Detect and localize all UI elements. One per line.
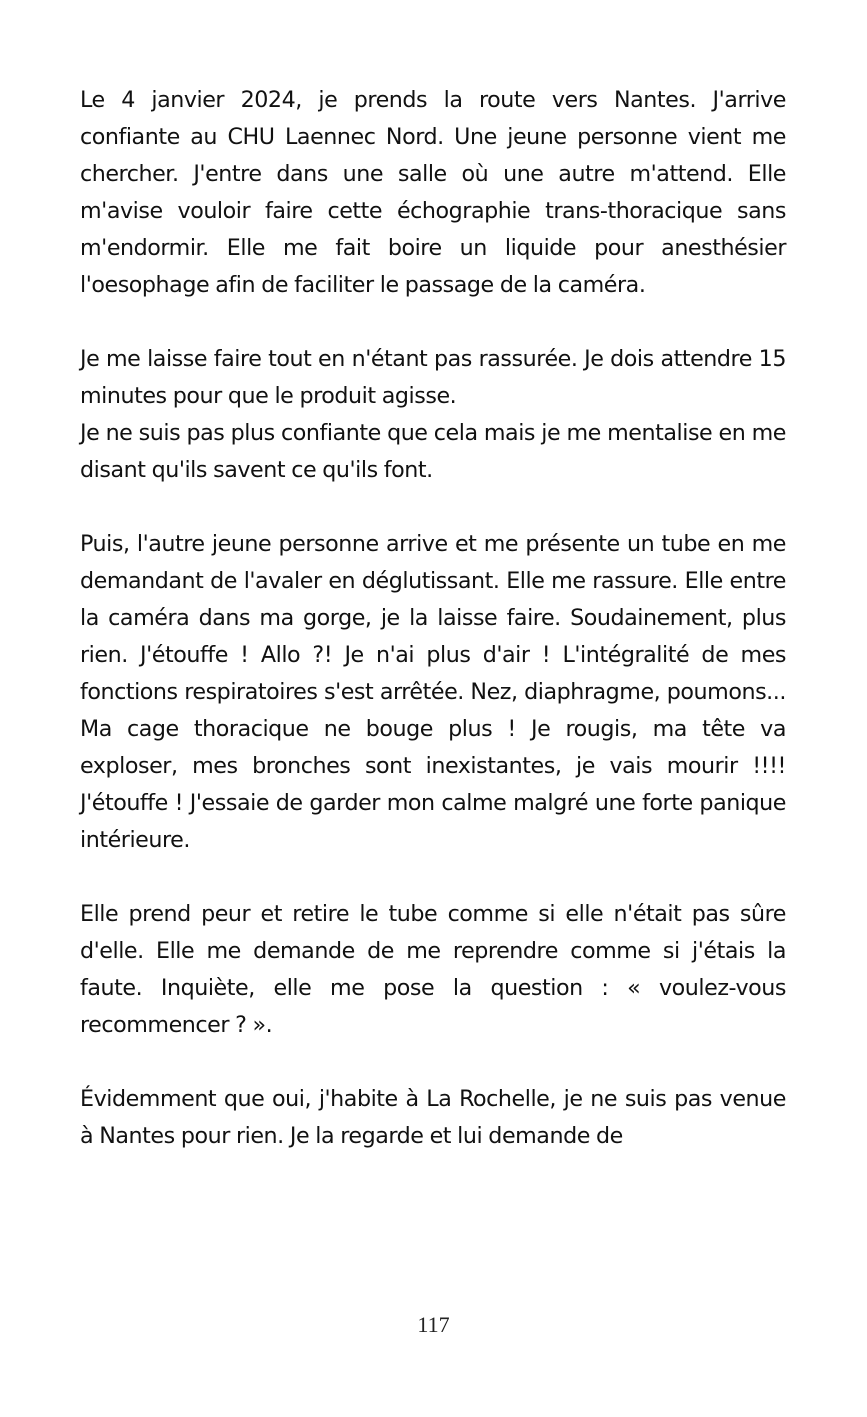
paragraph-4: Puis, l'autre jeune personne arrive et me présente un tube en me demandant de l'avaler en déglutissant. Elle me rassure. Elle entre la caméra dans ma gorge, je la laisse faire. Soudainement, plus rien. J'étouffe ! Allo ?! Je n'ai plus d'air ! L'intégralité de mes fonctions respiratoires s'est arrêtée. Nez, diaphragme, poumons... Ma cage thoracique ne bouge plus ! Je rougis, ma tête va exploser, mes bronches sont inexistantes, je vais mourir !!!! J'étouffe ! J'essaie de garder mon calme malgré une forte panique intérieure. (80, 531, 786, 853)
page-number: 117 (417, 1312, 450, 1337)
body-text (80, 82, 786, 1155)
paragraph-6: Évidemment que oui, j'habite à La Rochelle, je ne suis pas venue à Nantes pour rien. Je la regarde et lui demande de (80, 1086, 786, 1149)
paragraph-2: Je me laisse faire tout en n'étant pas rassurée. Je dois attendre 15 minutes pour que le produit agisse. (80, 346, 786, 409)
paragraph-5: Elle prend peur et retire le tube comme si elle n'était pas sûre d'elle. Elle me demande de me reprendre comme si j'étais la faute. Inquiète, elle me pose la question : « voulez-vous recommencer ? ». (80, 901, 786, 1038)
paragraph-1: Le 4 janvier 2024, je prends la route vers Nantes. J'arrive confiante au CHU Laennec Nord. Une jeune personne vient me chercher. J'entre dans une salle où une autre m'attend. Elle m'avise vouloir faire cette échographie trans-thoracique sans m'endormir. Elle me fait boire un liquide pour anesthésier l'oesophage afin de faciliter le passage de la caméra. (80, 87, 786, 298)
paragraph-3: Je ne suis pas plus confiante que cela mais je me mentalise en me disant qu'ils savent ce qu'ils font. (80, 420, 786, 483)
